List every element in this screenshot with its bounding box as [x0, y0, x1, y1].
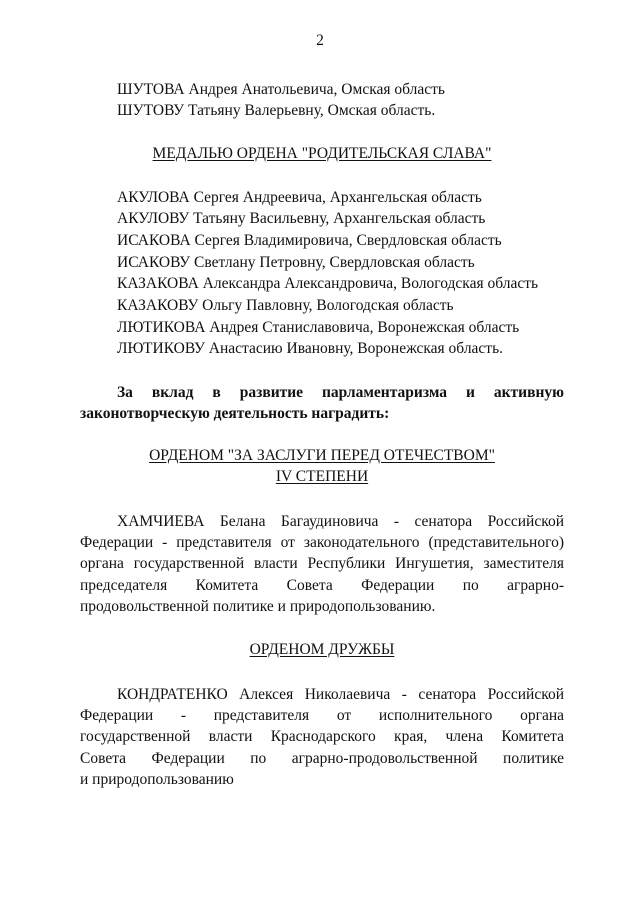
paragraph-line: Федерации - представителя от законодательного (представительного): [80, 534, 564, 552]
list-item: КАЗАКОВА Александра Александровича, Вологодская область: [117, 275, 539, 292]
list-item: АКУЛОВУ Татьяну Васильевну, Архангельская область: [117, 210, 486, 227]
khamchiev-paragraph: [80, 511, 564, 617]
list-item: ЛЮТИКОВУ Анастасию Ивановну, Воронежская область.: [117, 340, 504, 357]
paragraph-line: КОНДРАТЕНКО Алексея Николаевича - сенатора Российской: [117, 686, 564, 703]
award-intro-line: За вклад в развитие парламентаризма и активную: [117, 384, 564, 401]
order-friendship-heading: ОРДЕНОМ ДРУЖБЫ: [249, 641, 395, 658]
list-item: ИСАКОВА Сергея Владимировича, Свердловская область: [117, 232, 502, 249]
paragraph-line: органа государственной власти Республики Ингушетия, заместителя: [80, 555, 564, 573]
award-intro-line: законотворческую деятельность наградить:: [80, 405, 390, 423]
order-merit-heading: ОРДЕНОМ "ЗА ЗАСЛУГИ ПЕРЕД ОТЕЧЕСТВОМ": [149, 447, 495, 464]
kondratenko-paragraph: [80, 684, 564, 790]
list-item: ШУТОВА Андрея Анатольевича, Омская область: [117, 81, 445, 98]
paragraph-line: и природопользованию: [80, 770, 234, 788]
award-intro: [80, 382, 564, 424]
paragraph-line: государственной власти Краснодарского края, члена Комитета: [80, 728, 564, 746]
order-merit-degree: IV СТЕПЕНИ: [275, 468, 369, 485]
list-item: ШУТОВУ Татьяну Валерьевну, Омская область.: [117, 102, 436, 119]
medal-heading: МЕДАЛЬЮ ОРДЕНА "РОДИТЕЛЬСКАЯ СЛАВА": [152, 145, 492, 162]
list-item: ИСАКОВУ Светлану Петровну, Свердловская область: [117, 254, 475, 271]
list-item: АКУЛОВА Сергея Андреевича, Архангельская область: [117, 189, 482, 206]
page-number: 2: [316, 32, 324, 49]
paragraph-line: Федерации - представителя от исполнительного органа: [80, 707, 564, 725]
paragraph-line: Совета Федерации по аграрно-продовольственной политике: [80, 749, 564, 767]
paragraph-line: ХАМЧИЕВА Белана Багаудиновича - сенатора Российской: [117, 513, 564, 530]
paragraph-line: председателя Комитета Совета Федерации по аграрно-: [80, 576, 564, 594]
paragraph-line: продовольственной политике и природопользованию.: [80, 597, 436, 615]
list-item: ЛЮТИКОВА Андрея Станиславовича, Воронежская область: [117, 319, 520, 336]
list-item: КАЗАКОВУ Ольгу Павловну, Вологодская область: [117, 297, 454, 314]
